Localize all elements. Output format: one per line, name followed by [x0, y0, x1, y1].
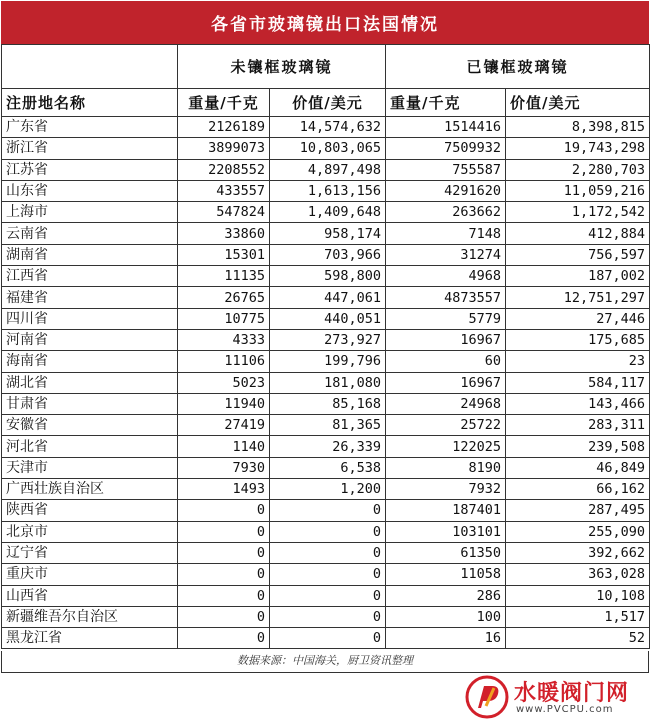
table-row	[2, 628, 650, 649]
cell-weight-unframed: 547824	[178, 202, 270, 223]
cell-weight-unframed: 3899073	[178, 138, 270, 159]
cell-weight-framed: 187401	[386, 500, 506, 521]
table-row	[2, 372, 650, 393]
cell-value-unframed: 440,051	[270, 308, 386, 329]
cell-region: 黑龙江省	[2, 628, 178, 649]
cell-value-framed: 175,685	[506, 329, 650, 350]
cell-weight-framed: 25722	[386, 415, 506, 436]
table-row	[2, 415, 650, 436]
cell-weight-unframed: 10775	[178, 308, 270, 329]
group-unframed: 未镶框玻璃镜	[178, 45, 386, 89]
cell-value-framed: 12,751,297	[506, 287, 650, 308]
table-row	[2, 564, 650, 585]
cell-value-framed: 19,743,298	[506, 138, 650, 159]
cell-weight-unframed: 0	[178, 542, 270, 563]
cell-region: 湖南省	[2, 244, 178, 265]
table-row	[2, 266, 650, 287]
cell-value-framed: 2,280,703	[506, 159, 650, 180]
cell-weight-framed: 286	[386, 585, 506, 606]
cell-value-framed: 8,398,815	[506, 117, 650, 138]
cell-region: 天津市	[2, 457, 178, 478]
cell-value-framed: 23	[506, 351, 650, 372]
cell-weight-unframed: 0	[178, 628, 270, 649]
header-weight-framed: 重量/千克	[386, 89, 506, 117]
cell-value-framed: 187,002	[506, 266, 650, 287]
cell-weight-unframed: 4333	[178, 329, 270, 350]
cell-weight-unframed: 11106	[178, 351, 270, 372]
table-row	[2, 223, 650, 244]
cell-value-unframed: 447,061	[270, 287, 386, 308]
cell-weight-framed: 16967	[386, 372, 506, 393]
header-value-framed: 价值/美元	[506, 89, 650, 117]
cell-value-unframed: 4,897,498	[270, 159, 386, 180]
cell-region: 云南省	[2, 223, 178, 244]
header-weight-unframed: 重量/千克	[178, 89, 270, 117]
cell-value-unframed: 703,966	[270, 244, 386, 265]
cell-value-framed: 392,662	[506, 542, 650, 563]
cell-region: 海南省	[2, 351, 178, 372]
cell-region: 广东省	[2, 117, 178, 138]
cell-value-framed: 1,172,542	[506, 202, 650, 223]
cell-weight-framed: 7509932	[386, 138, 506, 159]
cell-value-framed: 363,028	[506, 564, 650, 585]
table-row	[2, 585, 650, 606]
cell-weight-unframed: 0	[178, 521, 270, 542]
table-row	[2, 606, 650, 627]
cell-weight-framed: 31274	[386, 244, 506, 265]
cell-weight-unframed: 0	[178, 606, 270, 627]
header-region: 注册地名称	[2, 89, 178, 117]
cell-value-framed: 412,884	[506, 223, 650, 244]
cell-weight-unframed: 0	[178, 500, 270, 521]
cell-value-unframed: 0	[270, 542, 386, 563]
cell-region: 山东省	[2, 180, 178, 201]
table-row	[2, 436, 650, 457]
table-row	[2, 500, 650, 521]
cell-weight-unframed: 1140	[178, 436, 270, 457]
cell-weight-framed: 8190	[386, 457, 506, 478]
cell-weight-unframed: 11135	[178, 266, 270, 287]
cell-weight-unframed: 26765	[178, 287, 270, 308]
cell-weight-unframed: 7930	[178, 457, 270, 478]
table-title: 各省市玻璃镜出口法国情况	[1, 1, 649, 44]
cell-region: 山西省	[2, 585, 178, 606]
cell-weight-framed: 4873557	[386, 287, 506, 308]
cell-value-framed: 584,117	[506, 372, 650, 393]
cell-region: 辽宁省	[2, 542, 178, 563]
table-row	[2, 202, 650, 223]
cell-value-framed: 255,090	[506, 521, 650, 542]
cell-value-framed: 27,446	[506, 308, 650, 329]
cell-value-framed: 11,059,216	[506, 180, 650, 201]
cell-weight-unframed: 433557	[178, 180, 270, 201]
cell-value-unframed: 14,574,632	[270, 117, 386, 138]
cell-weight-framed: 11058	[386, 564, 506, 585]
cell-region: 新疆维吾尔自治区	[2, 606, 178, 627]
cell-value-unframed: 598,800	[270, 266, 386, 287]
cell-weight-framed: 1514416	[386, 117, 506, 138]
group-framed: 已镶框玻璃镜	[386, 45, 650, 89]
cell-weight-framed: 16	[386, 628, 506, 649]
cell-value-framed: 143,466	[506, 393, 650, 414]
cell-weight-framed: 61350	[386, 542, 506, 563]
table-row	[2, 138, 650, 159]
table-row	[2, 287, 650, 308]
cell-region: 甘肃省	[2, 393, 178, 414]
cell-region: 江苏省	[2, 159, 178, 180]
cell-value-unframed: 1,409,648	[270, 202, 386, 223]
cell-weight-framed: 7148	[386, 223, 506, 244]
cell-region: 江西省	[2, 266, 178, 287]
watermark-url: www.PVCPU.com	[516, 704, 614, 715]
cell-weight-framed: 4291620	[386, 180, 506, 201]
table-row	[2, 351, 650, 372]
watermark	[464, 674, 644, 720]
cell-weight-unframed: 15301	[178, 244, 270, 265]
cell-weight-framed: 100	[386, 606, 506, 627]
cell-region: 浙江省	[2, 138, 178, 159]
data-source-note: 数据来源：中国海关，厨卫资讯整理	[1, 651, 649, 673]
cell-value-unframed: 958,174	[270, 223, 386, 244]
cell-region: 广西壮族自治区	[2, 479, 178, 500]
cell-region: 四川省	[2, 308, 178, 329]
cell-region: 上海市	[2, 202, 178, 223]
table-row	[2, 393, 650, 414]
table-row	[2, 457, 650, 478]
cell-value-unframed: 81,365	[270, 415, 386, 436]
cell-weight-unframed: 0	[178, 564, 270, 585]
cell-weight-unframed: 27419	[178, 415, 270, 436]
watermark-name: 水暖阀门网	[514, 681, 630, 706]
column-header-row	[2, 89, 650, 117]
cell-value-unframed: 273,927	[270, 329, 386, 350]
cell-value-unframed: 199,796	[270, 351, 386, 372]
cell-region: 北京市	[2, 521, 178, 542]
cell-value-framed: 10,108	[506, 585, 650, 606]
export-table	[1, 44, 650, 649]
table-row	[2, 521, 650, 542]
cell-region: 河南省	[2, 329, 178, 350]
cell-weight-framed: 60	[386, 351, 506, 372]
table-row	[2, 329, 650, 350]
cell-value-unframed: 181,080	[270, 372, 386, 393]
table-row	[2, 117, 650, 138]
cell-weight-unframed: 2208552	[178, 159, 270, 180]
cell-weight-framed: 4968	[386, 266, 506, 287]
cell-weight-framed: 7932	[386, 479, 506, 500]
cell-region: 陕西省	[2, 500, 178, 521]
cell-weight-framed: 103101	[386, 521, 506, 542]
table-row	[2, 308, 650, 329]
cell-weight-unframed: 11940	[178, 393, 270, 414]
table-row	[2, 159, 650, 180]
cell-value-framed: 52	[506, 628, 650, 649]
watermark-logo-icon	[464, 674, 510, 720]
cell-value-unframed: 0	[270, 564, 386, 585]
cell-weight-framed: 24968	[386, 393, 506, 414]
cell-weight-framed: 16967	[386, 329, 506, 350]
cell-value-unframed: 0	[270, 500, 386, 521]
cell-value-unframed: 85,168	[270, 393, 386, 414]
table-row	[2, 479, 650, 500]
cell-weight-framed: 755587	[386, 159, 506, 180]
cell-weight-unframed: 33860	[178, 223, 270, 244]
cell-weight-unframed: 5023	[178, 372, 270, 393]
table-row	[2, 180, 650, 201]
cell-value-framed: 239,508	[506, 436, 650, 457]
cell-weight-framed: 263662	[386, 202, 506, 223]
cell-value-framed: 66,162	[506, 479, 650, 500]
cell-value-framed: 756,597	[506, 244, 650, 265]
cell-value-unframed: 0	[270, 606, 386, 627]
cell-weight-unframed: 0	[178, 585, 270, 606]
cell-value-framed: 283,311	[506, 415, 650, 436]
cell-value-unframed: 1,613,156	[270, 180, 386, 201]
cell-weight-framed: 122025	[386, 436, 506, 457]
header-value-unframed: 价值/美元	[270, 89, 386, 117]
cell-region: 重庆市	[2, 564, 178, 585]
cell-value-unframed: 6,538	[270, 457, 386, 478]
table-row	[2, 542, 650, 563]
cell-value-unframed: 1,200	[270, 479, 386, 500]
cell-weight-framed: 5779	[386, 308, 506, 329]
group-header-row	[2, 45, 650, 89]
cell-value-unframed: 26,339	[270, 436, 386, 457]
group-empty-cell	[2, 45, 178, 89]
table-row	[2, 244, 650, 265]
cell-value-framed: 287,495	[506, 500, 650, 521]
cell-value-unframed: 0	[270, 521, 386, 542]
cell-weight-unframed: 2126189	[178, 117, 270, 138]
cell-region: 安徽省	[2, 415, 178, 436]
cell-value-unframed: 0	[270, 628, 386, 649]
cell-region: 湖北省	[2, 372, 178, 393]
cell-region: 福建省	[2, 287, 178, 308]
cell-region: 河北省	[2, 436, 178, 457]
cell-value-framed: 46,849	[506, 457, 650, 478]
cell-weight-unframed: 1493	[178, 479, 270, 500]
cell-value-framed: 1,517	[506, 606, 650, 627]
cell-value-unframed: 0	[270, 585, 386, 606]
cell-value-unframed: 10,803,065	[270, 138, 386, 159]
